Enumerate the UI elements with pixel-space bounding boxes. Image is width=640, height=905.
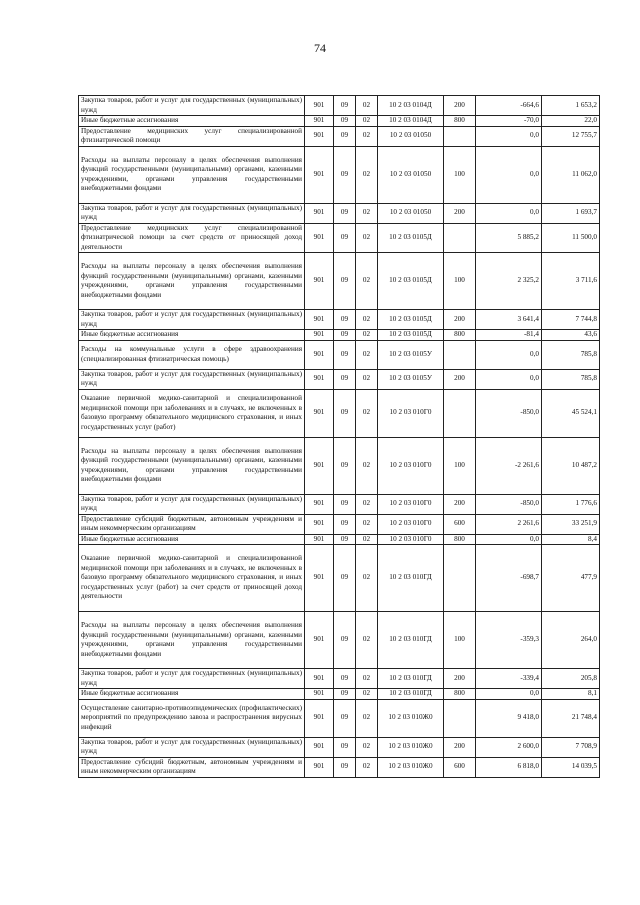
row-name-cell: Расходы на коммунальные услуги в сфере здравоохранения (специализированная фтизиатрическая помощь) bbox=[79, 340, 305, 369]
dept-code-cell: 901 bbox=[305, 126, 334, 146]
total-amount-cell: 8,4 bbox=[542, 534, 600, 545]
total-amount-cell: 477,9 bbox=[542, 545, 600, 612]
table-row bbox=[79, 96, 600, 116]
target-item-cell: 10 2 03 0105Д bbox=[378, 223, 444, 253]
target-item-cell: 10 2 03 01050 bbox=[378, 203, 444, 223]
section-code-cell: 09 bbox=[334, 494, 356, 514]
row-name-cell: Предоставление медицинских услуг специализированной фтизиатрической помощи за счет средств от приносящей доход деятельности bbox=[79, 223, 305, 253]
change-amount-cell: 5 885,2 bbox=[476, 223, 542, 253]
subsection-code-cell: 02 bbox=[356, 253, 378, 310]
total-amount-cell: 45 524,1 bbox=[542, 389, 600, 437]
dept-code-cell: 901 bbox=[305, 534, 334, 545]
section-code-cell: 09 bbox=[334, 203, 356, 223]
row-name-cell: Предоставление субсидий бюджетным, автономным учреждениям и иным некоммерческим организациям bbox=[79, 514, 305, 534]
subsection-code-cell: 02 bbox=[356, 223, 378, 253]
table-row bbox=[79, 545, 600, 612]
section-code-cell: 09 bbox=[334, 369, 356, 389]
table-row bbox=[79, 669, 600, 689]
row-name-cell: Закупка товаров, работ и услуг для государственных (муниципальных) нужд bbox=[79, 737, 305, 757]
subsection-code-cell: 02 bbox=[356, 146, 378, 203]
total-amount-cell: 3 711,6 bbox=[542, 253, 600, 310]
row-name-cell: Расходы на выплаты персоналу в целях обеспечения выполнения функций государственными (муниципальными) органами, казенными учреждениями, органами управления государственными внебюджетными фондами bbox=[79, 146, 305, 203]
section-code-cell: 09 bbox=[334, 545, 356, 612]
target-item-cell: 10 2 03 010Г0 bbox=[378, 437, 444, 494]
section-code-cell: 09 bbox=[334, 612, 356, 669]
table-row bbox=[79, 437, 600, 494]
change-amount-cell: -339,4 bbox=[476, 669, 542, 689]
change-amount-cell: -850,0 bbox=[476, 389, 542, 437]
dept-code-cell: 901 bbox=[305, 96, 334, 116]
subsection-code-cell: 02 bbox=[356, 612, 378, 669]
section-code-cell: 09 bbox=[334, 340, 356, 369]
expense-type-cell: 800 bbox=[444, 116, 476, 127]
dept-code-cell: 901 bbox=[305, 612, 334, 669]
section-code-cell: 09 bbox=[334, 437, 356, 494]
expense-type-cell: 800 bbox=[444, 534, 476, 545]
change-amount-cell: 0,0 bbox=[476, 534, 542, 545]
dept-code-cell: 901 bbox=[305, 669, 334, 689]
change-amount-cell: 3 641,4 bbox=[476, 310, 542, 330]
section-code-cell: 09 bbox=[334, 689, 356, 700]
expense-type-cell: 100 bbox=[444, 612, 476, 669]
table-row bbox=[79, 369, 600, 389]
target-item-cell: 10 2 03 01050 bbox=[378, 146, 444, 203]
table-row bbox=[79, 310, 600, 330]
section-code-cell: 09 bbox=[334, 737, 356, 757]
section-code-cell: 09 bbox=[334, 699, 356, 737]
change-amount-cell: -850,0 bbox=[476, 494, 542, 514]
section-code-cell: 09 bbox=[334, 223, 356, 253]
change-amount-cell: -81,4 bbox=[476, 330, 542, 341]
total-amount-cell: 33 251,9 bbox=[542, 514, 600, 534]
total-amount-cell: 43,6 bbox=[542, 330, 600, 341]
target-item-cell: 10 2 03 01050 bbox=[378, 126, 444, 146]
table-row bbox=[79, 126, 600, 146]
table-row bbox=[79, 612, 600, 669]
table-row bbox=[79, 253, 600, 310]
subsection-code-cell: 02 bbox=[356, 126, 378, 146]
change-amount-cell: 0,0 bbox=[476, 126, 542, 146]
change-amount-cell: 2 325,2 bbox=[476, 253, 542, 310]
section-code-cell: 09 bbox=[334, 514, 356, 534]
change-amount-cell: 0,0 bbox=[476, 369, 542, 389]
row-name-cell: Закупка товаров, работ и услуг для государственных (муниципальных) нужд bbox=[79, 494, 305, 514]
expense-type-cell bbox=[444, 340, 476, 369]
expense-type-cell bbox=[444, 389, 476, 437]
target-item-cell: 10 2 03 010ГД bbox=[378, 545, 444, 612]
total-amount-cell: 11 500,0 bbox=[542, 223, 600, 253]
row-name-cell: Закупка товаров, работ и услуг для государственных (муниципальных) нужд bbox=[79, 203, 305, 223]
subsection-code-cell: 02 bbox=[356, 494, 378, 514]
subsection-code-cell: 02 bbox=[356, 699, 378, 737]
total-amount-cell: 7 744,8 bbox=[542, 310, 600, 330]
target-item-cell: 10 2 03 010Ж0 bbox=[378, 757, 444, 777]
total-amount-cell: 22,0 bbox=[542, 116, 600, 127]
dept-code-cell: 901 bbox=[305, 146, 334, 203]
subsection-code-cell: 02 bbox=[356, 330, 378, 341]
dept-code-cell: 901 bbox=[305, 737, 334, 757]
subsection-code-cell: 02 bbox=[356, 369, 378, 389]
total-amount-cell: 12 755,7 bbox=[542, 126, 600, 146]
target-item-cell: 10 2 03 010Г0 bbox=[378, 389, 444, 437]
total-amount-cell: 785,8 bbox=[542, 369, 600, 389]
dept-code-cell: 901 bbox=[305, 330, 334, 341]
total-amount-cell: 11 062,0 bbox=[542, 146, 600, 203]
change-amount-cell: 9 418,0 bbox=[476, 699, 542, 737]
dept-code-cell: 901 bbox=[305, 369, 334, 389]
expense-type-cell: 200 bbox=[444, 669, 476, 689]
expense-type-cell: 200 bbox=[444, 494, 476, 514]
expense-type-cell: 200 bbox=[444, 96, 476, 116]
target-item-cell: 10 2 03 0104Д bbox=[378, 96, 444, 116]
change-amount-cell: 2 261,6 bbox=[476, 514, 542, 534]
row-name-cell: Предоставление субсидий бюджетным, автономным учреждениям и иным некоммерческим организациям bbox=[79, 757, 305, 777]
table-row bbox=[79, 699, 600, 737]
subsection-code-cell: 02 bbox=[356, 669, 378, 689]
table-row bbox=[79, 389, 600, 437]
expense-type-cell: 200 bbox=[444, 369, 476, 389]
total-amount-cell: 14 039,5 bbox=[542, 757, 600, 777]
table-row bbox=[79, 146, 600, 203]
subsection-code-cell: 02 bbox=[356, 545, 378, 612]
total-amount-cell: 1 653,2 bbox=[542, 96, 600, 116]
subsection-code-cell: 02 bbox=[356, 514, 378, 534]
change-amount-cell: -698,7 bbox=[476, 545, 542, 612]
table-row bbox=[79, 330, 600, 341]
expense-type-cell bbox=[444, 699, 476, 737]
expense-type-cell: 100 bbox=[444, 146, 476, 203]
target-item-cell: 10 2 03 0105Д bbox=[378, 310, 444, 330]
expense-type-cell bbox=[444, 126, 476, 146]
expense-type-cell: 200 bbox=[444, 203, 476, 223]
row-name-cell: Оказание первичной медико-санитарной и специализированной медицинской помощи при заболеваниях и в случаях, не включенных в базовую программу обязательного медицинского страхования, и иных государственных услуг (работ) за счет средств от приносящей доход деятельности bbox=[79, 545, 305, 612]
total-amount-cell: 1 693,7 bbox=[542, 203, 600, 223]
dept-code-cell: 901 bbox=[305, 437, 334, 494]
change-amount-cell: 0,0 bbox=[476, 146, 542, 203]
section-code-cell: 09 bbox=[334, 669, 356, 689]
total-amount-cell: 785,8 bbox=[542, 340, 600, 369]
section-code-cell: 09 bbox=[334, 330, 356, 341]
target-item-cell: 10 2 03 0105У bbox=[378, 340, 444, 369]
target-item-cell: 10 2 03 010Г0 bbox=[378, 494, 444, 514]
expense-type-cell: 800 bbox=[444, 689, 476, 700]
target-item-cell: 10 2 03 0105У bbox=[378, 369, 444, 389]
subsection-code-cell: 02 bbox=[356, 96, 378, 116]
row-name-cell: Оказание первичной медико-санитарной и специализированной медицинской помощи при заболеваниях и в случаях, не включенных в базовую программу обязательного медицинского страхования, и иных государственных услуг (работ) bbox=[79, 389, 305, 437]
row-name-cell: Закупка товаров, работ и услуг для государственных (муниципальных) нужд bbox=[79, 310, 305, 330]
target-item-cell: 10 2 03 010Г0 bbox=[378, 514, 444, 534]
subsection-code-cell: 02 bbox=[356, 737, 378, 757]
target-item-cell: 10 2 03 010Ж0 bbox=[378, 699, 444, 737]
dept-code-cell: 901 bbox=[305, 514, 334, 534]
target-item-cell: 10 2 03 0104Д bbox=[378, 116, 444, 127]
row-name-cell: Расходы на выплаты персоналу в целях обеспечения выполнения функций государственными (муниципальными) органами, казенными учреждениями, органами управления государственными внебюджетными фондами bbox=[79, 612, 305, 669]
table-row bbox=[79, 757, 600, 777]
section-code-cell: 09 bbox=[334, 757, 356, 777]
table-row bbox=[79, 737, 600, 757]
table-row bbox=[79, 689, 600, 700]
dept-code-cell: 901 bbox=[305, 494, 334, 514]
row-name-cell: Иные бюджетные ассигнования bbox=[79, 330, 305, 341]
table-row bbox=[79, 223, 600, 253]
dept-code-cell: 901 bbox=[305, 389, 334, 437]
expense-type-cell: 100 bbox=[444, 253, 476, 310]
table-row bbox=[79, 116, 600, 127]
section-code-cell: 09 bbox=[334, 310, 356, 330]
row-name-cell: Осуществление санитарно-противоэпидемических (профилактических) мероприятий по предупреждению завоза и распространения вирусных инфекций bbox=[79, 699, 305, 737]
row-name-cell: Закупка товаров, работ и услуг для государственных (муниципальных) нужд bbox=[79, 369, 305, 389]
dept-code-cell: 901 bbox=[305, 340, 334, 369]
target-item-cell: 10 2 03 010Ж0 bbox=[378, 737, 444, 757]
dept-code-cell: 901 bbox=[305, 203, 334, 223]
change-amount-cell: 0,0 bbox=[476, 340, 542, 369]
section-code-cell: 09 bbox=[334, 534, 356, 545]
total-amount-cell: 7 708,9 bbox=[542, 737, 600, 757]
row-name-cell: Предоставление медицинских услуг специализированной фтизиатрической помощи bbox=[79, 126, 305, 146]
dept-code-cell: 901 bbox=[305, 310, 334, 330]
subsection-code-cell: 02 bbox=[356, 340, 378, 369]
table-row bbox=[79, 494, 600, 514]
row-name-cell: Иные бюджетные ассигнования bbox=[79, 116, 305, 127]
section-code-cell: 09 bbox=[334, 146, 356, 203]
row-name-cell: Расходы на выплаты персоналу в целях обеспечения выполнения функций государственными (муниципальными) органами, казенными учреждениями, органами управления государственными внебюджетными фондами bbox=[79, 253, 305, 310]
expense-type-cell: 600 bbox=[444, 514, 476, 534]
total-amount-cell: 264,0 bbox=[542, 612, 600, 669]
target-item-cell: 10 2 03 010ГД bbox=[378, 669, 444, 689]
expense-type-cell: 800 bbox=[444, 330, 476, 341]
dept-code-cell: 901 bbox=[305, 545, 334, 612]
table-row bbox=[79, 534, 600, 545]
total-amount-cell: 8,1 bbox=[542, 689, 600, 700]
expense-type-cell bbox=[444, 545, 476, 612]
section-code-cell: 09 bbox=[334, 116, 356, 127]
dept-code-cell: 901 bbox=[305, 757, 334, 777]
dept-code-cell: 901 bbox=[305, 699, 334, 737]
change-amount-cell: -2 261,6 bbox=[476, 437, 542, 494]
section-code-cell: 09 bbox=[334, 126, 356, 146]
budget-table bbox=[78, 95, 600, 778]
subsection-code-cell: 02 bbox=[356, 203, 378, 223]
expense-type-cell: 200 bbox=[444, 310, 476, 330]
change-amount-cell: 0,0 bbox=[476, 689, 542, 700]
table-row bbox=[79, 340, 600, 369]
row-name-cell: Закупка товаров, работ и услуг для государственных (муниципальных) нужд bbox=[79, 669, 305, 689]
dept-code-cell: 901 bbox=[305, 689, 334, 700]
subsection-code-cell: 02 bbox=[356, 689, 378, 700]
table-row bbox=[79, 514, 600, 534]
change-amount-cell: -664,6 bbox=[476, 96, 542, 116]
change-amount-cell: 6 818,0 bbox=[476, 757, 542, 777]
subsection-code-cell: 02 bbox=[356, 310, 378, 330]
expense-type-cell: 600 bbox=[444, 757, 476, 777]
change-amount-cell: 2 600,0 bbox=[476, 737, 542, 757]
dept-code-cell: 901 bbox=[305, 223, 334, 253]
row-name-cell: Закупка товаров, работ и услуг для государственных (муниципальных) нужд bbox=[79, 96, 305, 116]
row-name-cell: Иные бюджетные ассигнования bbox=[79, 534, 305, 545]
target-item-cell: 10 2 03 0105Д bbox=[378, 330, 444, 341]
change-amount-cell: 0,0 bbox=[476, 203, 542, 223]
expense-type-cell: 100 bbox=[444, 437, 476, 494]
row-name-cell: Расходы на выплаты персоналу в целях обеспечения выполнения функций государственными (муниципальными) органами, казенными учреждениями, органами управления государственными внебюджетными фондами bbox=[79, 437, 305, 494]
subsection-code-cell: 02 bbox=[356, 389, 378, 437]
change-amount-cell: -359,3 bbox=[476, 612, 542, 669]
subsection-code-cell: 02 bbox=[356, 757, 378, 777]
total-amount-cell: 1 776,6 bbox=[542, 494, 600, 514]
change-amount-cell: -70,0 bbox=[476, 116, 542, 127]
target-item-cell: 10 2 03 010ГД bbox=[378, 689, 444, 700]
subsection-code-cell: 02 bbox=[356, 534, 378, 545]
section-code-cell: 09 bbox=[334, 253, 356, 310]
page-number: 74 bbox=[314, 41, 326, 55]
row-name-cell: Иные бюджетные ассигнования bbox=[79, 689, 305, 700]
subsection-code-cell: 02 bbox=[356, 116, 378, 127]
dept-code-cell: 901 bbox=[305, 253, 334, 310]
target-item-cell: 10 2 03 0105Д bbox=[378, 253, 444, 310]
total-amount-cell: 205,8 bbox=[542, 669, 600, 689]
expense-type-cell: 200 bbox=[444, 737, 476, 757]
total-amount-cell: 21 748,4 bbox=[542, 699, 600, 737]
subsection-code-cell: 02 bbox=[356, 437, 378, 494]
total-amount-cell: 10 487,2 bbox=[542, 437, 600, 494]
table-row bbox=[79, 203, 600, 223]
section-code-cell: 09 bbox=[334, 96, 356, 116]
dept-code-cell: 901 bbox=[305, 116, 334, 127]
target-item-cell: 10 2 03 010Г0 bbox=[378, 534, 444, 545]
target-item-cell: 10 2 03 010ГД bbox=[378, 612, 444, 669]
expense-type-cell bbox=[444, 223, 476, 253]
section-code-cell: 09 bbox=[334, 389, 356, 437]
